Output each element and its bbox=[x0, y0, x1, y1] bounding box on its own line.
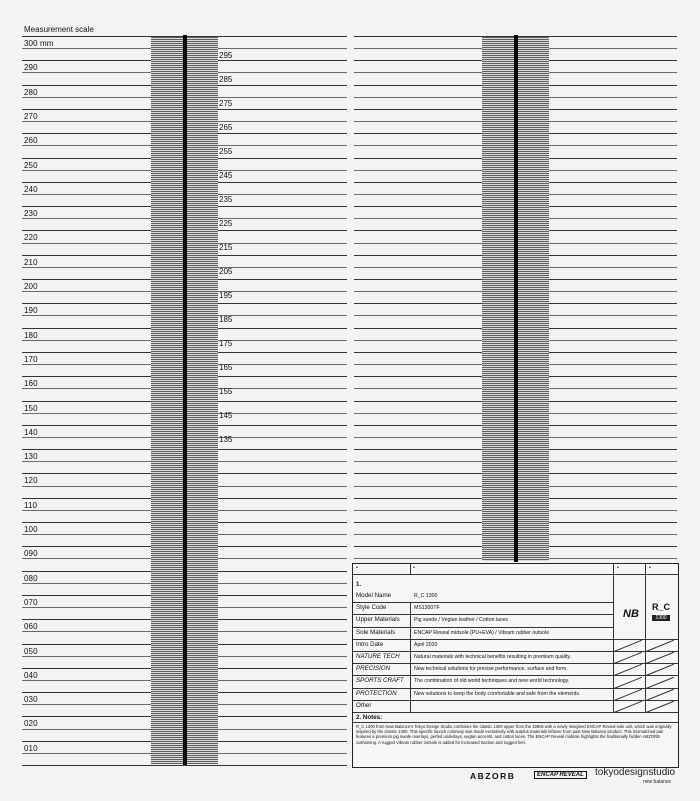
info-row-value: R_C 1300 bbox=[414, 593, 438, 599]
notes-title: 2. Notes: bbox=[356, 714, 383, 721]
scale-label-left: 100 bbox=[24, 525, 38, 534]
info-row-label: Other bbox=[356, 701, 372, 709]
scale-label-left: 050 bbox=[24, 646, 38, 656]
tokyo-design-studio-logo: tokyodesignstudio bbox=[595, 767, 676, 778]
info-row-value: MS1300TF bbox=[414, 605, 440, 612]
scale-label-mid: 285 bbox=[219, 75, 233, 84]
notes-text: R_C 1300 from New Balance's Tokyo Design Studio combines the classic 1300 upper from the 1980s with a newly imagined ENCAP Reveal sole unit, which was originally inspired by the classic 1300. This specific launch colorway was made exclusively with surplus materials leftover from past New Balance product. This mismatched pair features a premium pig suede overlays, perfed underlays, vegtan accents, and cotton laces. The ENCAP Reveal midsole highlights the traditionally hidden ABZORB cushioning. A rugged Vibram rubber outsole is added for increased traction and rugged feel. bbox=[356, 724, 672, 745]
scale-label-mid: 265 bbox=[219, 123, 233, 132]
info-row-value: Natural materials with technical benefits resulting in premium quality. bbox=[414, 654, 572, 660]
scale-label-left: 130 bbox=[24, 452, 38, 462]
scale-label-left: 260 bbox=[24, 136, 38, 146]
scale-label-left: 090 bbox=[24, 549, 38, 559]
scale-label-mid: 245 bbox=[219, 171, 233, 180]
new-balance-sublogo: new balance bbox=[643, 779, 672, 785]
scale-label-left: 160 bbox=[24, 379, 38, 389]
scale-label-left: 020 bbox=[24, 719, 38, 729]
info-label-value-divider bbox=[410, 602, 411, 712]
info-row-value: New solutions to keep the body comfortable and safe from the elements. bbox=[414, 690, 581, 697]
scale-label-left: 040 bbox=[24, 670, 38, 680]
scale-label-left: 180 bbox=[24, 330, 38, 340]
scale-label-mid: 165 bbox=[219, 363, 233, 372]
left-center-bar bbox=[183, 35, 187, 765]
info-row-label: SPORTS CRAFT bbox=[356, 677, 404, 685]
scale-label-left: 060 bbox=[24, 622, 38, 632]
scale-label-mid: 145 bbox=[219, 411, 233, 420]
header-marker-2: • bbox=[413, 565, 415, 571]
scale-label-left: 270 bbox=[24, 111, 38, 121]
scale-label-mid: 195 bbox=[219, 291, 233, 300]
scale-label-left: 080 bbox=[24, 573, 38, 583]
notes-divider bbox=[353, 712, 678, 713]
rc-logo-text: R_C bbox=[651, 602, 670, 612]
info-row-line bbox=[353, 639, 613, 640]
info-row-value: The combination of old world techniques and new world technology. bbox=[414, 678, 570, 685]
info-row-line bbox=[353, 700, 613, 701]
info-row-line bbox=[353, 663, 613, 664]
scale-label-left: 280 bbox=[24, 87, 38, 97]
encap-reveal-logo: ENCAP REVEAL bbox=[534, 771, 587, 779]
scale-label-mid: 255 bbox=[219, 147, 233, 156]
header-marker-3: • bbox=[617, 565, 619, 571]
info-row-label: Style Code bbox=[356, 604, 387, 612]
scale-label-mid: 225 bbox=[219, 219, 233, 228]
rc-1300-badge: 1300 bbox=[652, 615, 670, 621]
scale-label-mid: 185 bbox=[219, 315, 233, 324]
info-row-line bbox=[353, 602, 613, 603]
scale-label-left: 230 bbox=[24, 209, 38, 219]
scale-label-left: 190 bbox=[24, 306, 38, 316]
scale-label-left: 120 bbox=[24, 476, 38, 486]
info-row-line bbox=[353, 614, 613, 615]
scale-label-left: 170 bbox=[24, 354, 38, 364]
right-grid-line bbox=[613, 639, 678, 640]
info-row-label: Model Name bbox=[356, 592, 392, 599]
new-balance-logo-icon: NB bbox=[623, 608, 639, 620]
info-row-line bbox=[353, 627, 613, 628]
scale-label-left: 150 bbox=[24, 403, 38, 413]
product-info-table bbox=[352, 563, 679, 768]
scale-label-left: 290 bbox=[24, 63, 38, 73]
info-row-label: Upper Materials bbox=[356, 616, 400, 624]
scale-label-mid: 135 bbox=[219, 435, 233, 444]
scale-label-left: 030 bbox=[24, 695, 38, 705]
scale-label-left: 220 bbox=[24, 233, 38, 243]
info-row-label: Sole Materials bbox=[356, 628, 396, 636]
scale-label-left: 010 bbox=[24, 743, 38, 753]
section-1-number: 1. bbox=[356, 581, 362, 588]
scale-label-mid: 205 bbox=[219, 267, 233, 276]
info-row-line bbox=[353, 651, 613, 652]
info-row-value: April 2020 bbox=[414, 641, 438, 648]
scale-label-left: 240 bbox=[24, 184, 38, 194]
info-row-value: ENCAP Reveal midsole (PU+EVA) / Vibram rubber outsole bbox=[414, 629, 550, 636]
info-row-value: New technical solutions for precise performance, surface and form. bbox=[414, 666, 568, 673]
measurement-scale-title: Measurement scale bbox=[24, 25, 94, 34]
info-row-label: Intro Date bbox=[356, 640, 384, 648]
scale-label-mid: 295 bbox=[219, 51, 233, 60]
info-top-header-line bbox=[353, 574, 678, 575]
abzorb-logo: ABZORB bbox=[470, 771, 516, 781]
info-row-label: PROTECTION bbox=[356, 689, 397, 697]
right-center-bar bbox=[514, 35, 518, 562]
scale-label-mid: 215 bbox=[219, 243, 233, 252]
scale-rule-left bbox=[22, 765, 347, 766]
info-header-divider-1 bbox=[410, 564, 411, 574]
info-row-value: Pig suede / Vegtan leather / Cotton laces bbox=[414, 617, 509, 624]
info-row-label: PRECISION bbox=[356, 665, 391, 673]
scale-label-left: 110 bbox=[24, 500, 38, 510]
scale-label-mid: 235 bbox=[219, 195, 233, 204]
header-marker-4: • bbox=[649, 565, 651, 571]
scale-label-left: 070 bbox=[24, 597, 38, 607]
scale-label-left: 300 mm bbox=[24, 39, 54, 48]
scale-label-left: 250 bbox=[24, 160, 38, 170]
scale-label-mid: 175 bbox=[219, 339, 233, 348]
scale-label-mid: 275 bbox=[219, 99, 233, 108]
scale-label-left: 210 bbox=[24, 257, 38, 267]
scale-label-left: 140 bbox=[24, 427, 38, 437]
header-marker-1: • bbox=[356, 565, 358, 571]
info-row-line bbox=[353, 675, 613, 676]
info-row-line bbox=[353, 688, 613, 689]
scale-label-mid: 155 bbox=[219, 387, 233, 396]
notes-title-underline bbox=[353, 722, 678, 723]
scale-label-left: 200 bbox=[24, 282, 38, 291]
info-row-label: NATURE TECH bbox=[356, 653, 400, 660]
